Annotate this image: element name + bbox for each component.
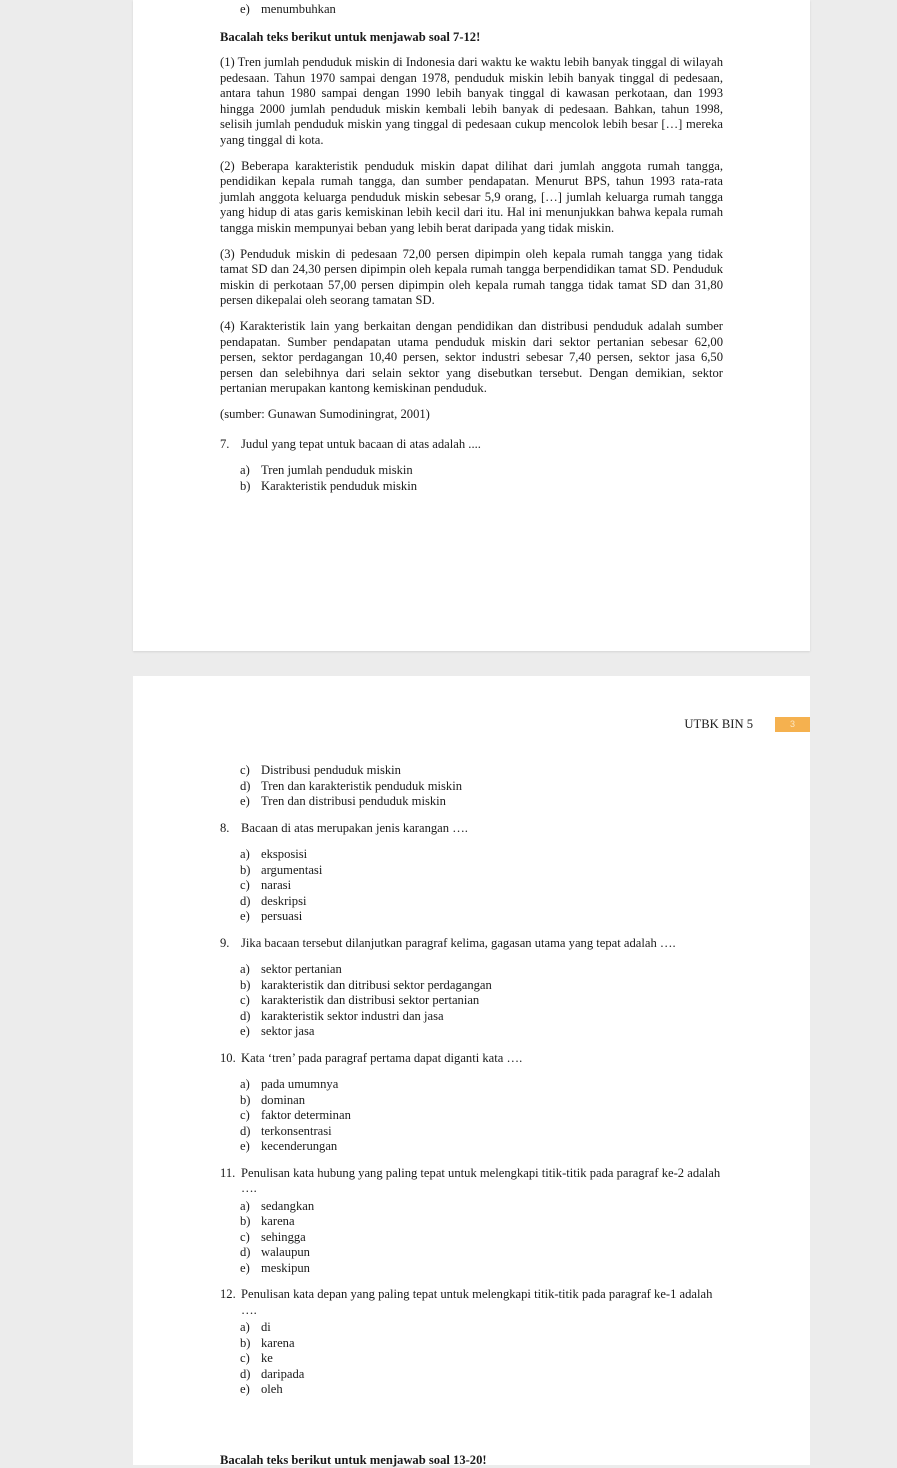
option-text: meskipun: [261, 1260, 310, 1275]
page-header: [684, 716, 810, 733]
question-12: [220, 1287, 723, 1318]
option-label: a): [240, 847, 250, 861]
option-label: b): [240, 977, 251, 992]
q10-option-a[interactable]: [240, 1077, 723, 1093]
question-text: Penulisan kata depan yang paling tepat untuk melengkapi titik-titik pada paragraf ke-1 adalah ….: [241, 1287, 713, 1317]
option-label: a): [240, 463, 250, 477]
option-text: narasi: [261, 878, 292, 892]
page-2-content: [220, 763, 723, 1398]
next-reading-instruction-heading: Bacalah teks berikut untuk menjawab soal 13-20!: [220, 1453, 487, 1467]
paragraph-3: (3) Penduduk miskin di pedesaan 72,00 persen dipimpin oleh kepala rumah tangga yang tidak tamat SD dan 24,30 persen dipimpin oleh kepala rumah tangga berpendidikan tamat SD. Penduduk miskin di perkotaan 57,00 persen dipimpin oleh kepala rumah tangga tidak tamat SD dan 31,80 persen dikepalai oleh seorang tamatan SD.: [220, 246, 723, 307]
q9-option-c[interactable]: [240, 993, 723, 1009]
paragraph-1: (1) Tren jumlah penduduk miskin di Indonesia dari waktu ke waktu lebih banyak tinggal di wilayah pedesaan. Tahun 1970 sampai dengan 1978, penduduk miskin lebih banyak tinggal di pedesaan, antara tahun 1980 sampai dengan 1990 lebih banyak tinggal di kawasan perkotaan, dan 1993 hingga 2000 jumlah penduduk miskin kembali lebih banyak di pedesaan. Bahkan, tahun 1998, selisih jumlah penduduk miskin yang tinggal di pedesaan cukup mencolok lebih besar […] mereka yang tinggal di kota.: [220, 55, 723, 147]
option-text: ke: [261, 1351, 273, 1365]
option-label: d): [240, 1366, 251, 1381]
option-text: oleh: [261, 1382, 283, 1396]
option-label: b): [240, 478, 251, 493]
option-text: persuasi: [261, 909, 303, 923]
option-text: sedangkan: [261, 1198, 315, 1213]
option-label: a): [240, 962, 250, 976]
question-text: Bacaan di atas merupakan jenis karangan ….: [241, 820, 468, 835]
q7-option-e[interactable]: [240, 794, 723, 810]
question-text: Kata ‘tren’ pada paragraf pertama dapat diganti kata ….: [241, 1050, 523, 1065]
option-text: Tren dan distribusi penduduk miskin: [261, 794, 446, 808]
paragraph-4: (4) Karakteristik lain yang berkaitan dengan pendidikan dan distribusi penduduk adalah sumber pendapatan. Sumber pendapatan utama penduduk miskin dari sektor pertanian sebesar 62,00 persen, sektor perdagangan 10,40 persen, sektor industri sebesar 7,40 persen, sektor jasa 6,50 persen dan selebihnya dari selain sektor yang disebutkan tersebut. Dengan demikian, sektor pertanian merupakan kantong kemiskinan penduduk.: [220, 319, 723, 395]
q11-option-a[interactable]: [240, 1199, 723, 1215]
q9-option-d[interactable]: [240, 1009, 723, 1025]
header-label: UTBK BIN 5: [684, 717, 753, 731]
question-11: [220, 1166, 723, 1197]
q10-option-b[interactable]: [240, 1093, 723, 1109]
q8-option-a[interactable]: [240, 847, 723, 863]
q7-option-c[interactable]: [240, 763, 723, 779]
q9-option-a[interactable]: [240, 962, 723, 978]
q11-option-d[interactable]: [240, 1245, 723, 1261]
page-number-badge: 3: [775, 717, 810, 732]
option-label: d): [240, 893, 251, 908]
text-source: (sumber: Gunawan Sumodiningrat, 2001): [220, 407, 430, 421]
question-number: 7.: [220, 436, 230, 451]
option-label: c): [240, 878, 250, 892]
option-text: terkonsentrasi: [261, 1123, 332, 1138]
q9-option-b[interactable]: [240, 978, 723, 994]
option-label: c): [240, 763, 250, 777]
q12-option-b[interactable]: [240, 1336, 723, 1352]
option-text: kecenderungan: [261, 1139, 338, 1153]
q8-option-c[interactable]: [240, 878, 723, 894]
q11-option-b[interactable]: [240, 1214, 723, 1230]
option-label: d): [240, 778, 251, 793]
option-label: c): [240, 1229, 250, 1244]
q11-option-c[interactable]: [240, 1230, 723, 1246]
spacer: [220, 810, 723, 821]
option-text: sektor jasa: [261, 1024, 315, 1038]
q10-option-c[interactable]: [240, 1108, 723, 1124]
q12-option-d[interactable]: [240, 1367, 723, 1383]
option-label: e): [240, 1382, 250, 1396]
option-label: d): [240, 1123, 251, 1138]
q8-option-e[interactable]: [240, 909, 723, 925]
option-label: e): [240, 1139, 250, 1153]
option-text: sektor pertanian: [261, 962, 342, 976]
option-text: pada umumnya: [261, 1077, 339, 1091]
question-7: [220, 437, 723, 453]
document-page-1: [133, 0, 810, 651]
option-label: c): [240, 1351, 250, 1365]
option-label: e): [240, 794, 250, 808]
option-label: d): [240, 1245, 251, 1259]
q12-option-c[interactable]: [240, 1351, 723, 1367]
option-text: daripada: [261, 1366, 305, 1381]
option-text: Tren jumlah penduduk miskin: [261, 463, 413, 477]
question-number: 9.: [220, 935, 230, 950]
option-label: e): [240, 1024, 250, 1038]
q12-option-e[interactable]: [240, 1382, 723, 1398]
option-text: dominan: [261, 1092, 306, 1107]
option-text: menumbuhkan: [261, 2, 336, 16]
q12-option-a[interactable]: [240, 1320, 723, 1336]
spacer: [220, 1276, 723, 1287]
option-label: e): [240, 1260, 250, 1275]
q8-option-b[interactable]: [240, 863, 723, 879]
option-text: faktor determinan: [261, 1108, 351, 1122]
option-text: deskripsi: [261, 893, 307, 908]
q9-option-e[interactable]: [240, 1024, 723, 1040]
option-text: Tren dan karakteristik penduduk miskin: [261, 778, 463, 793]
question-number: 11.: [220, 1165, 236, 1180]
option-text: argumentasi: [261, 862, 323, 877]
q7-option-b[interactable]: [240, 479, 723, 495]
q10-option-e[interactable]: [240, 1139, 723, 1155]
q8-option-d[interactable]: [240, 894, 723, 910]
option-text: Distribusi penduduk miskin: [261, 763, 401, 777]
document-page-2: [133, 676, 810, 1465]
spacer: [220, 925, 723, 936]
option-label: e): [240, 909, 250, 923]
option-label: a): [240, 1077, 250, 1091]
reading-instruction-heading: Bacalah teks berikut untuk menjawab soal 7-12!: [220, 29, 481, 44]
option-label: d): [240, 1008, 251, 1023]
q10-option-d[interactable]: [240, 1124, 723, 1140]
q11-option-e[interactable]: [240, 1261, 723, 1277]
question-8: [220, 821, 723, 837]
option-label: b): [240, 1335, 251, 1350]
option-label: e): [240, 2, 250, 16]
paragraph-2: (2) Beberapa karakteristik penduduk miskin dapat dilihat dari jumlah anggota rumah tangga, pendidikan kepala rumah tangga, dan sumber pendapatan. Menurut BPS, tahun 1993 rata-rata jumlah anggota keluarga penduduk miskin sebesar 5,9 orang, […] jumlah keluarga rumah tangga yang hidup di atas garis kemiskinan lebih kecil dari itu. Hal ini menunjukkan bahwa kepala rumah tangga miskin mempunyai beban yang lebih berat daripada yang tidak miskin.: [220, 158, 723, 235]
spacer: [220, 1155, 723, 1166]
option-label: b): [240, 1214, 251, 1228]
option-text: Karakteristik penduduk miskin: [261, 478, 417, 493]
option-text: karakteristik dan distribusi sektor pertanian: [261, 993, 480, 1007]
page-1-content: [220, 2, 723, 494]
question-text: Judul yang tepat untuk bacaan di atas adalah ....: [241, 436, 481, 451]
spacer: [220, 1040, 723, 1051]
question-number: 8.: [220, 820, 230, 835]
option-label: b): [240, 1092, 251, 1107]
previous-question-option-e[interactable]: [240, 2, 723, 18]
option-label: a): [240, 1320, 250, 1334]
q7-option-a[interactable]: [240, 463, 723, 479]
question-10: [220, 1051, 723, 1067]
option-text: di: [261, 1320, 271, 1334]
option-label: c): [240, 993, 250, 1007]
option-label: b): [240, 862, 251, 877]
option-text: karena: [261, 1214, 295, 1228]
question-number: 10.: [220, 1050, 236, 1065]
option-text: eksposisi: [261, 847, 308, 861]
option-text: karakteristik sektor industri dan jasa: [261, 1008, 444, 1023]
option-label: c): [240, 1108, 250, 1122]
option-text: sehingga: [261, 1229, 306, 1244]
question-number: 12.: [220, 1287, 236, 1301]
option-text: karena: [261, 1335, 295, 1350]
q7-option-d[interactable]: [240, 779, 723, 795]
option-text: karakteristik dan ditribusi sektor perdagangan: [261, 977, 492, 992]
option-label: a): [240, 1198, 250, 1213]
option-text: walaupun: [261, 1245, 310, 1259]
question-9: [220, 936, 723, 952]
question-text: Jika bacaan tersebut dilanjutkan paragraf kelima, gagasan utama yang tepat adalah ….: [241, 935, 676, 950]
question-text: Penulisan kata hubung yang paling tepat untuk melengkapi titik-titik pada paragraf ke-2 adalah ….: [241, 1165, 721, 1195]
